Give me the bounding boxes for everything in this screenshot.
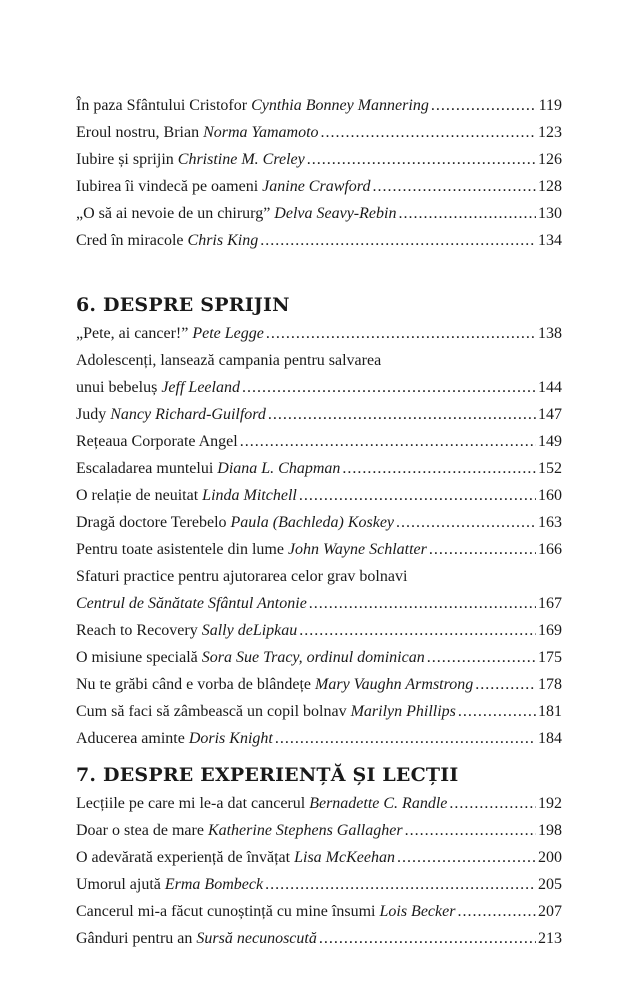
toc-entry xyxy=(76,790,562,817)
entry-title: „O să ai nevoie de un chirurg” xyxy=(76,205,271,222)
entry-author: Lisa McKeehan xyxy=(294,849,395,866)
leader-dots xyxy=(427,644,536,671)
entry-title: Rețeaua Corporate Angel xyxy=(76,433,238,450)
entry-author: Paula (Bachleda) Koskey xyxy=(230,514,395,531)
toc-entry xyxy=(76,119,562,146)
entry-page: 149 xyxy=(538,433,562,450)
leader-dots xyxy=(266,320,536,347)
entry-page: 169 xyxy=(538,622,562,639)
entry-title: Lecțiile pe care mi le-a dat cancerul xyxy=(76,795,306,812)
entry-title: O adevărată experiență de învățat xyxy=(76,849,291,866)
toc-entry xyxy=(76,320,562,347)
toc-entry xyxy=(76,725,562,752)
entry-page: 126 xyxy=(538,151,562,168)
toc-entry xyxy=(76,455,562,482)
entry-page: 123 xyxy=(538,124,562,141)
toc-entry xyxy=(76,374,562,401)
leader-dots xyxy=(299,617,536,644)
entry-author: Janine Crawford xyxy=(262,178,371,195)
leader-dots xyxy=(475,671,536,698)
toc-entry xyxy=(76,482,562,509)
toc-entry xyxy=(76,509,562,536)
toc-entry xyxy=(76,536,562,563)
entry-page: 160 xyxy=(538,487,562,504)
entry-author: Christine M. Creley xyxy=(177,151,305,168)
entry-title: O relație de neuitat xyxy=(76,487,199,504)
leader-dots xyxy=(342,455,536,482)
entry-page: 200 xyxy=(538,849,562,866)
toc-entry-first-line xyxy=(76,347,562,374)
leader-dots xyxy=(396,509,536,536)
entry-page: 213 xyxy=(538,930,562,947)
entry-title: unui bebeluș xyxy=(76,379,158,396)
entry-page: 178 xyxy=(538,676,562,693)
entry-title: Cred în miracole xyxy=(76,232,184,249)
entry-author: Sursă necunoscută xyxy=(196,930,317,947)
entry-page: 192 xyxy=(538,795,562,812)
leader-dots xyxy=(268,401,536,428)
toc-entry xyxy=(76,401,562,428)
section-heading: 6. DESPRE SPRIJIN xyxy=(76,294,290,316)
entry-page: 198 xyxy=(538,822,562,839)
leader-dots xyxy=(372,173,536,200)
leader-dots xyxy=(458,698,536,725)
leader-dots xyxy=(307,146,536,173)
leader-dots xyxy=(240,428,536,455)
entry-title: Iubire și sprijin xyxy=(76,151,174,168)
entry-author: Sora Sue Tracy, ordinul dominican xyxy=(201,649,425,666)
section-heading: 7. DESPRE EXPERIENȚĂ ȘI LECȚII xyxy=(76,764,459,786)
entry-author: Jeff Leeland xyxy=(161,379,240,396)
entry-author: Pete Legge xyxy=(192,325,264,342)
toc-entry xyxy=(76,898,562,925)
entry-title: Pentru toate asistentele din lume xyxy=(76,541,284,558)
entry-author: Norma Yamamoto xyxy=(203,124,319,141)
leader-dots xyxy=(449,790,536,817)
entry-author: Lois Becker xyxy=(379,903,456,920)
leader-dots xyxy=(398,200,536,227)
toc-entry xyxy=(76,590,562,617)
toc-entry xyxy=(76,925,562,952)
entry-title: Cancerul mi-a făcut cunoștință cu mine însumi xyxy=(76,903,376,920)
entry-page: 167 xyxy=(538,595,562,612)
entry-title: Nu te grăbi când e vorba de blândețe xyxy=(76,676,312,693)
leader-dots xyxy=(242,374,536,401)
entry-author: Bernadette C. Randle xyxy=(309,795,448,812)
leader-dots xyxy=(265,871,536,898)
entry-title: Dragă doctore Terebelo xyxy=(76,514,227,531)
entry-page: 138 xyxy=(538,325,562,342)
entry-title: Adolescenți, lansează campania pentru salvarea xyxy=(76,352,382,369)
entry-author: Diana L. Chapman xyxy=(217,460,341,477)
toc-entry xyxy=(76,200,562,227)
entry-author: Marilyn Phillips xyxy=(350,703,456,720)
leader-dots xyxy=(299,482,536,509)
entry-page: 152 xyxy=(538,460,562,477)
entry-author: Katherine Stephens Gallagher xyxy=(207,822,403,839)
entry-page: 166 xyxy=(538,541,562,558)
entry-author: Centrul de Sănătate Sfântul Antonie xyxy=(76,595,307,612)
toc-entry xyxy=(76,227,562,254)
toc-continued-list xyxy=(76,92,562,254)
toc-entry xyxy=(76,173,562,200)
entry-page: 207 xyxy=(538,903,562,920)
entry-page: 119 xyxy=(538,97,562,114)
toc-entry xyxy=(76,671,562,698)
entry-title: Iubirea îi vindecă pe oameni xyxy=(76,178,259,195)
leader-dots xyxy=(405,817,536,844)
entry-title: O misiune specială xyxy=(76,649,198,666)
entry-author: Nancy Richard-Guilford xyxy=(110,406,266,423)
leader-dots xyxy=(319,925,536,952)
entry-page: 134 xyxy=(538,232,562,249)
toc-entry xyxy=(76,817,562,844)
section-despre-experienta xyxy=(76,760,562,952)
entry-title: Judy xyxy=(76,406,107,423)
entry-title: Escaladarea muntelui xyxy=(76,460,214,477)
toc-entry xyxy=(76,698,562,725)
entry-page: 130 xyxy=(538,205,562,222)
toc-entry xyxy=(76,871,562,898)
toc-entry xyxy=(76,844,562,871)
entry-page: 144 xyxy=(538,379,562,396)
leader-dots xyxy=(275,725,536,752)
toc-entry-first-line xyxy=(76,563,562,590)
entry-title: Eroul nostru, Brian xyxy=(76,124,200,141)
entry-author: John Wayne Schlatter xyxy=(287,541,427,558)
entry-title: În paza Sfântului Cristofor xyxy=(76,97,248,114)
entry-title: Gânduri pentru an xyxy=(76,930,193,947)
leader-dots xyxy=(260,227,536,254)
toc-entry xyxy=(76,428,562,455)
toc-entry xyxy=(76,92,562,119)
leader-dots xyxy=(429,536,536,563)
entry-author: Mary Vaughn Armstrong xyxy=(315,676,474,693)
entry-author: Chris King xyxy=(187,232,259,249)
entry-title: Doar o stea de mare xyxy=(76,822,204,839)
leader-dots xyxy=(397,844,536,871)
entry-page: 147 xyxy=(538,406,562,423)
leader-dots xyxy=(309,590,536,617)
entry-page: 205 xyxy=(538,876,562,893)
entry-page: 163 xyxy=(538,514,562,531)
entry-page: 181 xyxy=(538,703,562,720)
toc-entry xyxy=(76,617,562,644)
entry-title: „Pete, ai cancer!” xyxy=(76,325,189,342)
entry-author: Doris Knight xyxy=(188,730,273,747)
section-despre-sprijin xyxy=(76,290,562,752)
entry-author: Cynthia Bonney Mannering xyxy=(251,97,429,114)
entry-author: Delva Seavy-Rebin xyxy=(274,205,397,222)
entry-author: Sally deLipkau xyxy=(201,622,298,639)
entry-author: Erma Bombeck xyxy=(164,876,264,893)
leader-dots xyxy=(431,92,537,119)
entry-title: Aducerea aminte xyxy=(76,730,185,747)
entry-title: Sfaturi practice pentru ajutorarea celor grav bolnavi xyxy=(76,568,408,585)
entry-title: Cum să faci să zâmbească un copil bolnav xyxy=(76,703,347,720)
entry-page: 128 xyxy=(538,178,562,195)
entry-page: 175 xyxy=(538,649,562,666)
toc-entry xyxy=(76,644,562,671)
entry-page: 184 xyxy=(538,730,562,747)
leader-dots xyxy=(321,119,536,146)
entry-title: Umorul ajută xyxy=(76,876,161,893)
entry-author: Linda Mitchell xyxy=(202,487,297,504)
toc-entry xyxy=(76,146,562,173)
leader-dots xyxy=(457,898,536,925)
entry-title: Reach to Recovery xyxy=(76,622,198,639)
